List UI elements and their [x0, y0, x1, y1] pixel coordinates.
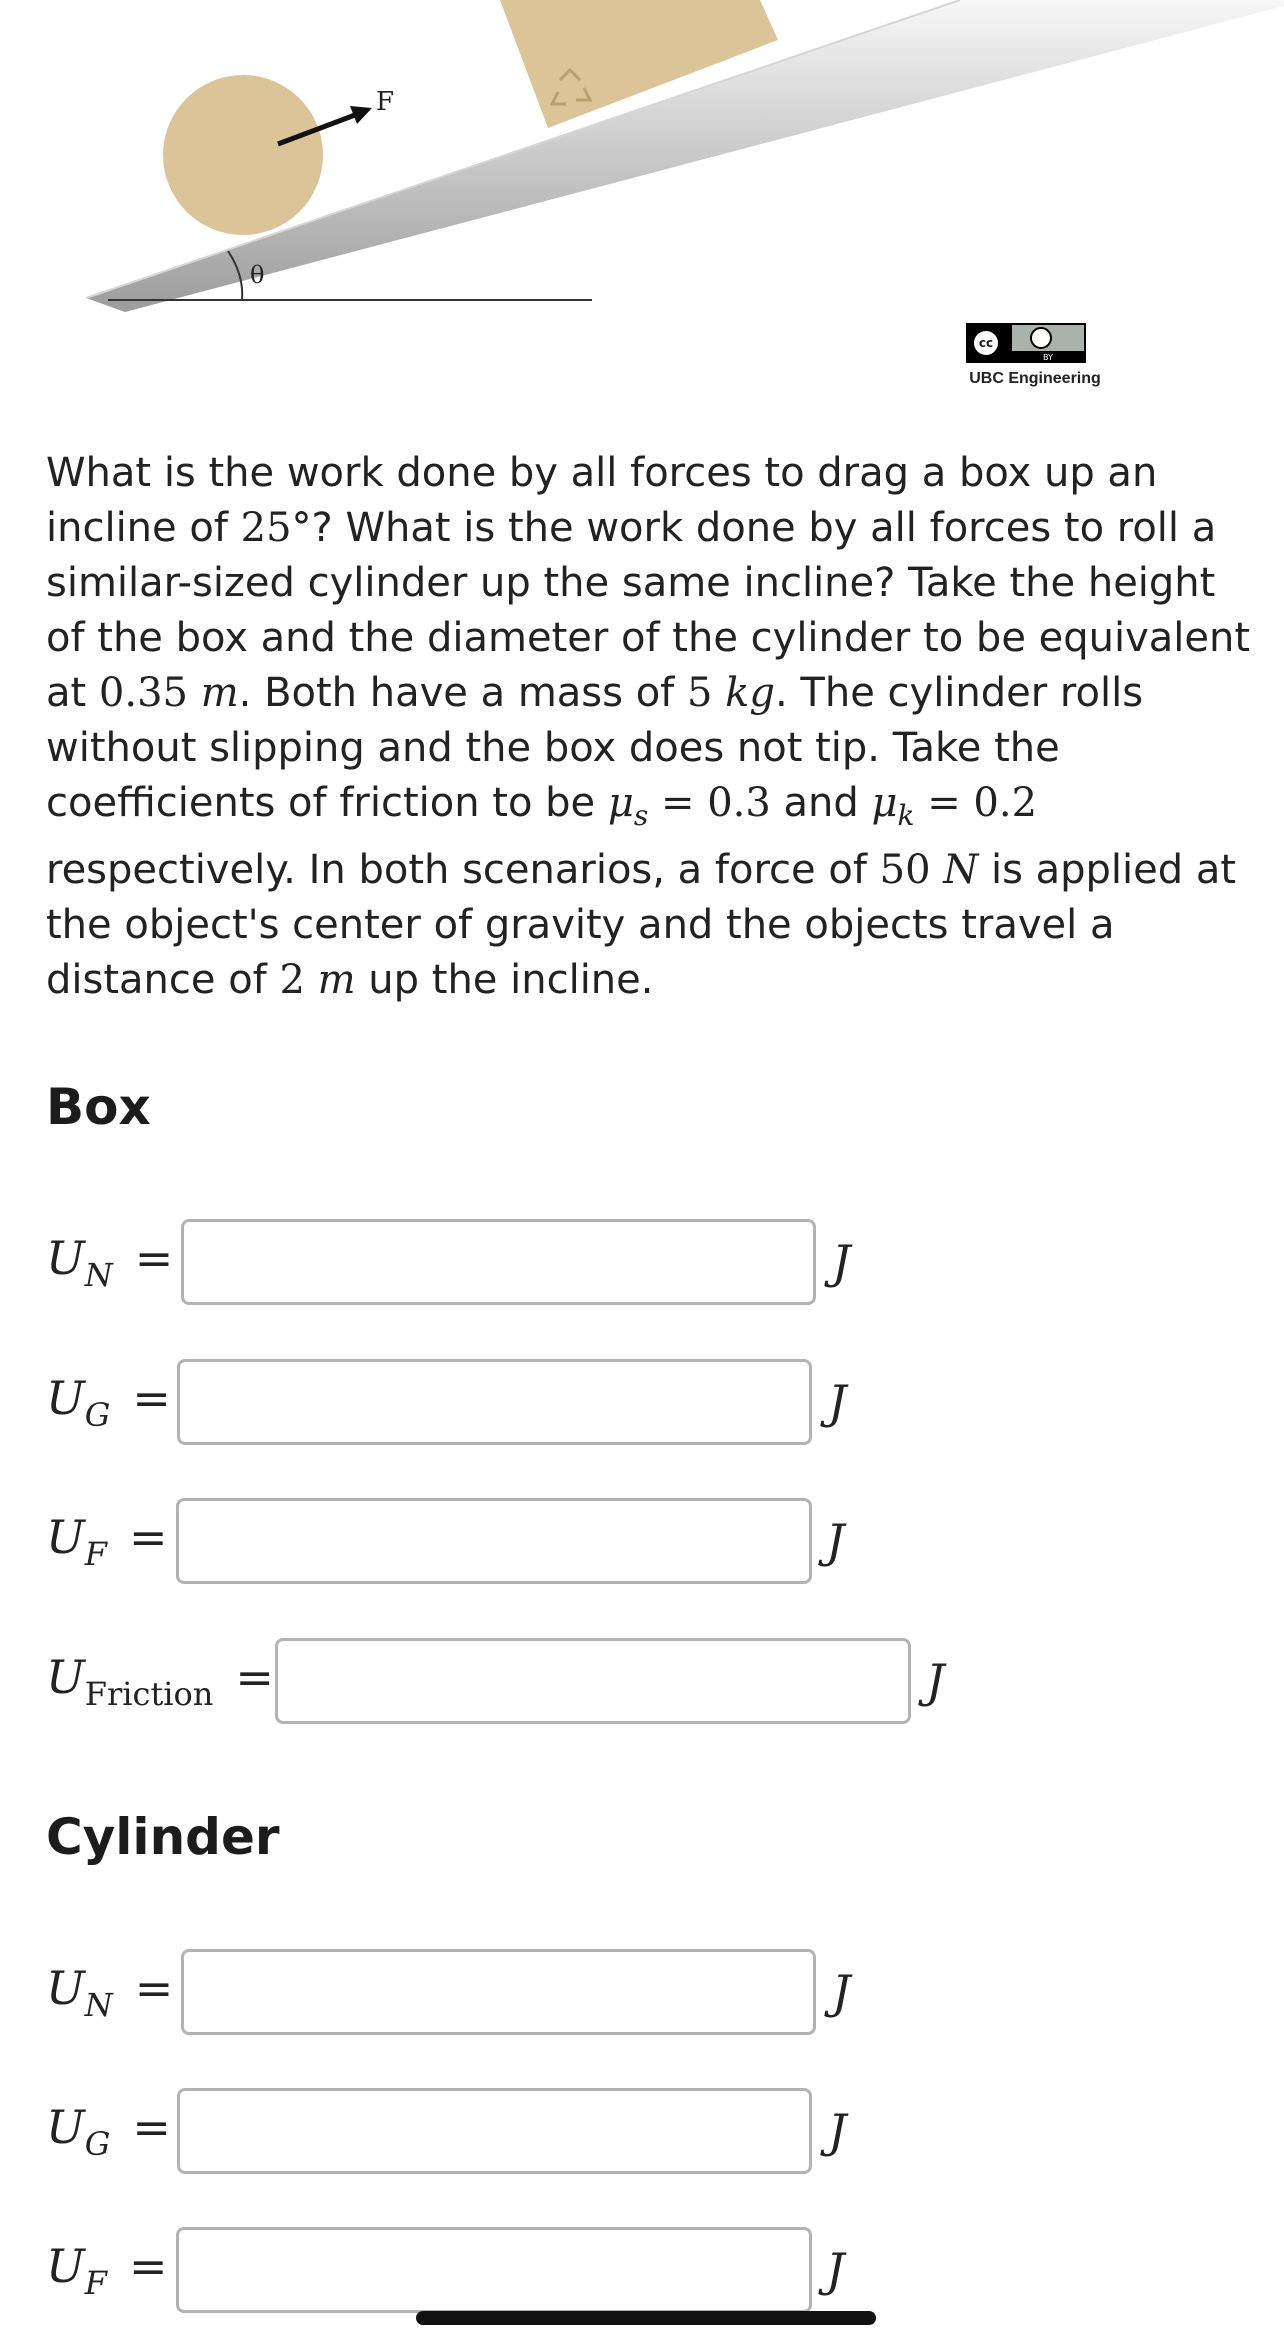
incline-figure — [0, 0, 1284, 420]
box-ufriction-input[interactable] — [275, 1638, 911, 1724]
symbol: U — [46, 1961, 85, 2015]
symbol: U — [46, 2100, 85, 2154]
force-value: 50 — [879, 847, 931, 893]
symbol: U — [46, 1650, 85, 1704]
subscript: N — [84, 1256, 113, 1294]
equals-sign: = — [132, 2100, 171, 2154]
cylinder-uf-unit: J — [826, 2243, 845, 2297]
question-part: What is the work done by all forces to drag a box up an incline of — [46, 450, 1158, 551]
angle-value: 25° — [240, 505, 312, 551]
box-ug-input[interactable] — [177, 1359, 812, 1445]
distance-value: 2 — [279, 957, 305, 1003]
equals-sign: = — [128, 1510, 168, 1564]
subscript: Friction — [84, 1675, 214, 1713]
cylinder-un-label — [46, 1961, 173, 2024]
box-uf-input[interactable] — [176, 1498, 812, 1584]
by-text: BY — [1043, 353, 1053, 362]
cylinder-ug-unit: J — [828, 2104, 847, 2158]
cylinder-ug-input[interactable] — [177, 2088, 812, 2174]
symbol: U — [46, 1510, 85, 1564]
mu-kinetic-subscript: k — [897, 799, 915, 832]
subscript: F — [84, 1535, 107, 1573]
question-part: ? What is the work done by all forces to roll a similar-sized cylinder up the same incline? Take the height of the box and the diameter of the cylinder to be equivalent at — [46, 505, 1251, 716]
cylinder-un-unit: J — [832, 1965, 851, 2019]
question-part: and — [770, 780, 872, 826]
equals-sign: = — [132, 1371, 171, 1425]
box-ug-unit: J — [828, 1375, 847, 1429]
box-heading: Box — [46, 1078, 151, 1136]
equals-sign: = — [235, 1650, 274, 1704]
box-ug-label — [46, 1371, 171, 1434]
box-un-unit: J — [832, 1235, 851, 1289]
box-ug-row — [0, 1359, 1284, 1451]
question-part: . Both have a mass of — [238, 670, 687, 716]
subscript: N — [84, 1986, 113, 2024]
cylinder-un-input[interactable] — [181, 1949, 816, 2035]
cylinder-ug-row — [0, 2088, 1284, 2180]
question-part: . The cylinder rolls without slipping and the box does not tip. Take the coefficients of friction to be — [46, 670, 1144, 826]
box-uf-row — [0, 1498, 1284, 1590]
cylinder-uf-row — [0, 2227, 1284, 2319]
mu-kinetic-value: = 0.2 — [927, 780, 1038, 826]
dimension-value: 0.35 — [98, 670, 188, 716]
home-indicator[interactable] — [416, 2311, 876, 2325]
force-label: F — [376, 87, 395, 117]
box-un-label — [46, 1231, 173, 1294]
cc-icon — [972, 329, 1000, 357]
attribution-icon — [1030, 327, 1052, 349]
symbol: U — [46, 2239, 85, 2293]
box-uf-unit: J — [826, 1514, 845, 1568]
cc-license-badge[interactable] — [966, 323, 1086, 363]
cylinder-ug-label — [46, 2100, 171, 2163]
force-unit: N — [943, 847, 979, 893]
box-un-input[interactable] — [181, 1219, 816, 1305]
box-ufriction-label — [46, 1650, 274, 1713]
box-uf-label — [46, 1510, 168, 1573]
mu-kinetic-symbol: μ — [871, 780, 898, 826]
mass-value: 5 — [686, 670, 713, 716]
mu-static-value: = 0.3 — [660, 780, 771, 826]
subscript: F — [84, 2264, 107, 2302]
credit-label: UBC Engineering — [969, 370, 1101, 387]
box-ufriction-unit: J — [926, 1654, 945, 1708]
distance-unit: m — [317, 957, 356, 1003]
symbol: U — [46, 1231, 85, 1285]
box-ufriction-row — [0, 1638, 1284, 1730]
mu-static-symbol: μ — [607, 780, 634, 826]
equals-sign: = — [134, 1231, 174, 1285]
cylinder-uf-input[interactable] — [176, 2227, 812, 2313]
question-text — [46, 446, 1256, 1008]
dimension-unit: m — [200, 670, 239, 716]
equals-sign: = — [134, 1961, 174, 2015]
cylinder-heading: Cylinder — [46, 1808, 280, 1866]
cylinder-shape — [163, 75, 323, 235]
mu-static-subscript: s — [633, 799, 649, 832]
angle-label: θ — [250, 261, 265, 289]
equals-sign: = — [128, 2239, 168, 2293]
question-part: respectively. In both scenarios, a force of — [46, 847, 880, 893]
symbol: U — [46, 1371, 85, 1425]
box-un-row — [0, 1219, 1284, 1311]
question-part: up the incline. — [355, 957, 654, 1003]
question-part: is applied at the object's center of gravity and the objects travel a distance of — [46, 847, 1237, 1003]
cylinder-un-row — [0, 1949, 1284, 2041]
incline-diagram — [0, 0, 1284, 420]
mass-unit: kg — [725, 670, 775, 716]
cc-text: cc — [978, 336, 994, 350]
cylinder-uf-label — [46, 2239, 168, 2302]
subscript: G — [84, 2125, 111, 2163]
subscript: G — [84, 1396, 111, 1434]
